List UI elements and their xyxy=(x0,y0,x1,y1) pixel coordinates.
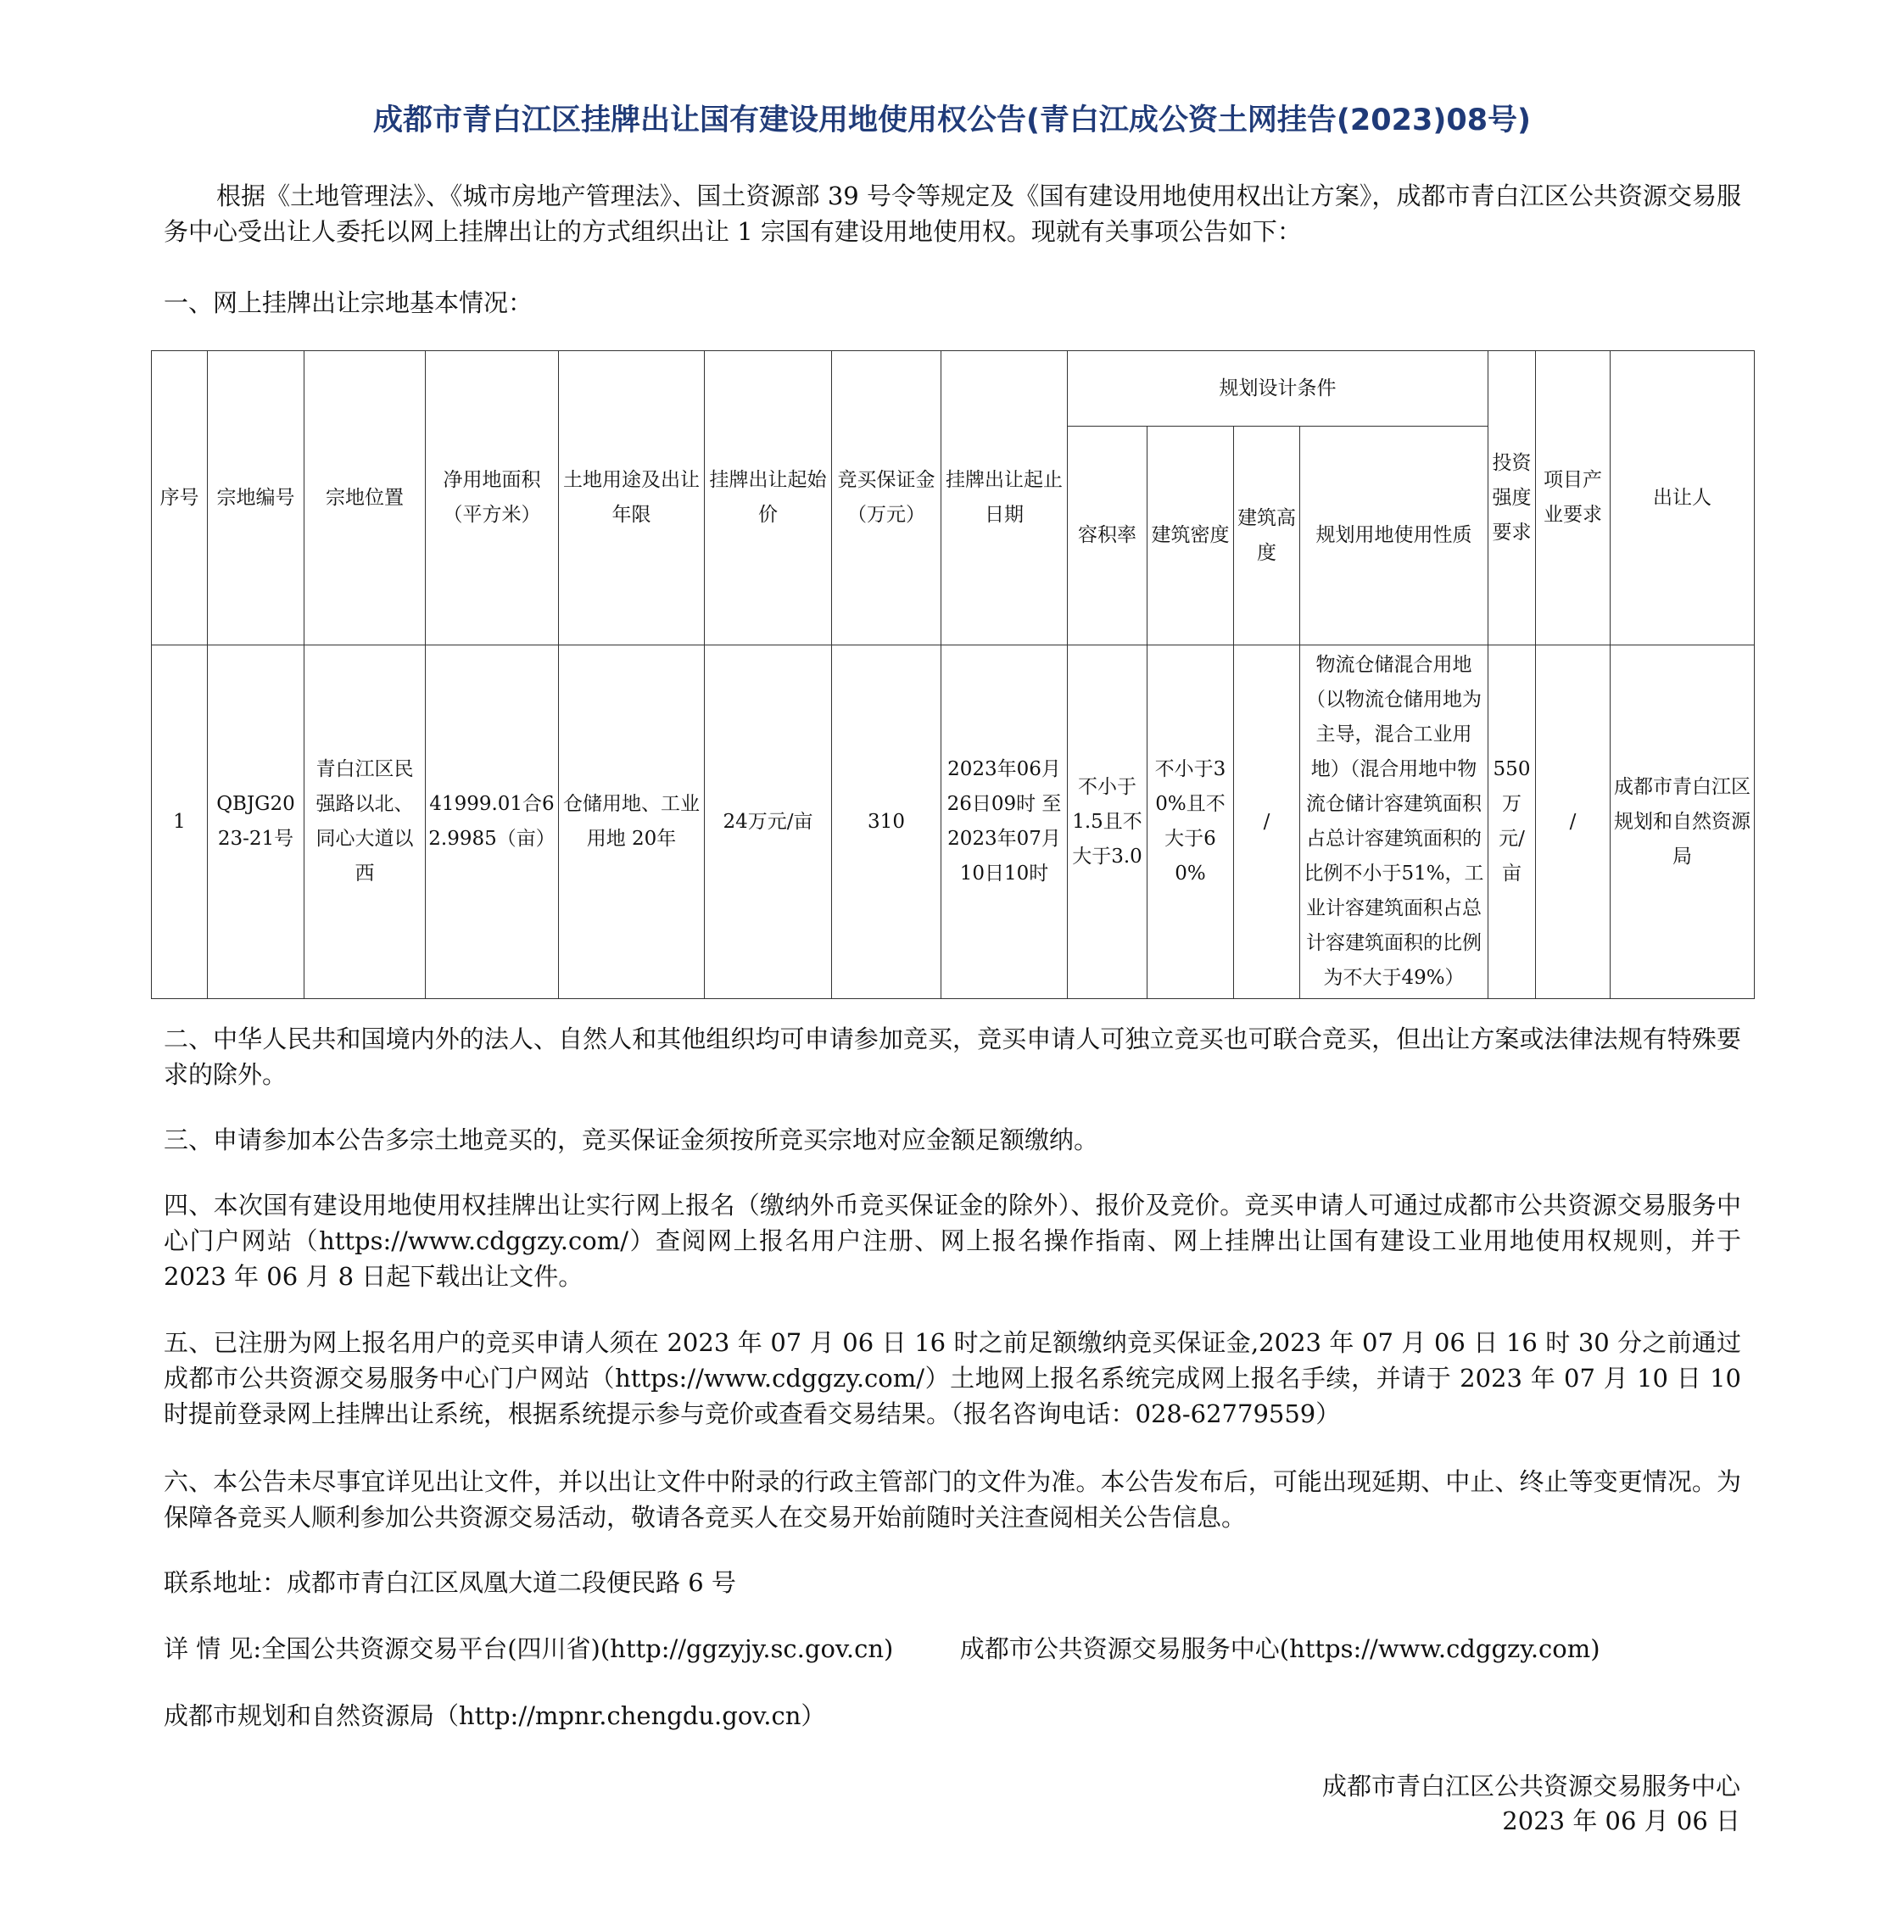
cell-dates: 2023年06月26日09时 至2023年07月10日10时 xyxy=(941,645,1068,999)
cell-seq: 1 xyxy=(152,645,208,999)
intro-paragraph: 根据《土地管理法》、《城市房地产管理法》、国土资源部 39 号令等规定及《国有建设用地使用权出让方案》，成都市青白江区公共资源交易服务中心受出让人委托以网上挂牌出让的方式组织出让 1 宗国有建设用地使用权。现就有关事项公告如下： xyxy=(164,181,1741,246)
header-density: 建筑密度 xyxy=(1147,427,1234,645)
cell-start-price: 24万元/亩 xyxy=(705,645,832,999)
header-parcel-no: 宗地编号 xyxy=(208,351,304,645)
signature-date: 2023 年 06 月 06 日 xyxy=(1502,1806,1740,1835)
header-investment: 投资强度要求 xyxy=(1488,351,1536,645)
contact-address: 联系地址：成都市青白江区凤凰大道二段便民路 6 号 xyxy=(164,1568,736,1597)
details-link-planning-bureau[interactable]: 成都市规划和自然资源局（http://mpnr.chengdu.gov.cn） xyxy=(164,1701,826,1730)
section-1-heading: 一、网上挂牌出让宗地基本情况： xyxy=(164,288,533,317)
section-5-paragraph: 五、已注册为网上报名用户的竞买申请人须在 2023 年 07 月 06 日 16 时之前足额缴纳竞买保证金,2023 年 07 月 06 日 16 时 30 分之前通过成都市公共资源交易服务中心门户网站（https://www.cdggzy.com/）土地网上报名系统完成网上报名手续，并请于 2023 年 07 月 10 日 10 时提前登录网上挂牌出让系统，根据系统提示参与竞价或查看交易结果。（报名咨询电话：028-62779559） xyxy=(164,1328,1741,1428)
header-start-price: 挂牌出让起始价 xyxy=(705,351,832,645)
section-3-paragraph: 三、申请参加本公告多宗土地竞买的，竞买保证金须按所竞买宗地对应金额足额缴纳。 xyxy=(164,1125,1099,1154)
cell-location: 青白江区民强路以北、同心大道以西 xyxy=(304,645,426,999)
cell-parcel-no: QBJG2023-21号 xyxy=(208,645,304,999)
details-link-national[interactable]: 全国公共资源交易平台(四川省)(http://ggzyjy.sc.gov.cn) xyxy=(261,1634,894,1663)
cell-height: / xyxy=(1234,645,1300,999)
header-deposit: 竞买保证金（万元） xyxy=(832,351,941,645)
header-area: 净用地面积（平方米） xyxy=(426,351,559,645)
section-2-paragraph: 二、中华人民共和国境内外的法人、自然人和其他组织均可申请参加竞买，竞买申请人可独立竞买也可联合竞买，但出让方案或法律法规有特殊要求的除外。 xyxy=(164,1025,1741,1089)
details-line xyxy=(164,1631,1741,1667)
section-6-paragraph: 六、本公告未尽事宜详见出让文件，并以出让文件中附录的行政主管部门的文件为准。本公告发布后，可能出现延期、中止、终止等变更情况。为保障各竞买人顺利参加公共资源交易活动，敬请各竞买人在交易开始前随时关注查阅相关公告信息。 xyxy=(164,1467,1741,1532)
header-land-nature: 规划用地使用性质 xyxy=(1300,427,1488,645)
signature-org: 成都市青白江区公共资源交易服务中心 xyxy=(1321,1772,1740,1801)
cell-area: 41999.01合62.9985（亩） xyxy=(426,645,559,999)
page-title: 成都市青白江区挂牌出让国有建设用地使用权公告(青白江成公资土网挂告(2023)08号) xyxy=(372,103,1532,137)
header-dates: 挂牌出让起止日期 xyxy=(941,351,1068,645)
cell-use: 仓储用地、工业用地 20年 xyxy=(559,645,705,999)
table-row xyxy=(152,645,1755,999)
header-location: 宗地位置 xyxy=(304,351,426,645)
land-parcel-table xyxy=(151,350,1755,999)
cell-density: 不小于30%且不大于60% xyxy=(1147,645,1234,999)
header-transferor: 出让人 xyxy=(1611,351,1755,645)
header-use: 土地用途及出让年限 xyxy=(559,351,705,645)
cell-far: 不小于1.5且不大于3.0 xyxy=(1068,645,1147,999)
cell-investment: 550万元/亩 xyxy=(1488,645,1536,999)
cell-transferor: 成都市青白江区规划和自然资源局 xyxy=(1611,645,1755,999)
header-seq: 序号 xyxy=(152,351,208,645)
header-height: 建筑高度 xyxy=(1234,427,1300,645)
header-industry: 项目产业要求 xyxy=(1536,351,1611,645)
details-line-2 xyxy=(164,1698,1741,1734)
section-4-paragraph: 四、本次国有建设用地使用权挂牌出让实行网上报名（缴纳外币竞买保证金的除外）、报价及竞价。竞买申请人可通过成都市公共资源交易服务中心门户网站（https://www.cdggzy.com/）查阅网上报名用户注册、网上报名操作指南、网上挂牌出让国有建设工业用地使用权规则，并于 2023 年 06 月 8 日起下载出让文件。 xyxy=(164,1191,1741,1291)
header-far: 容积率 xyxy=(1068,427,1147,645)
table-header-row-1 xyxy=(152,351,1755,427)
cell-land-nature: 物流仓储混合用地（以物流仓储用地为主导，混合工业用地）（混合用地中物流仓储计容建筑面积占总计容建筑面积的比例不小于51%，工业计容建筑面积占总计容建筑面积的比例为不大于49%） xyxy=(1300,645,1488,999)
details-link-chengdu-center[interactable]: 成都市公共资源交易服务中心(https://www.cdggzy.com) xyxy=(959,1634,1600,1663)
cell-industry: / xyxy=(1536,645,1611,999)
details-label: 详 情 见: xyxy=(164,1634,262,1663)
header-planning: 规划设计条件 xyxy=(1068,351,1488,427)
cell-deposit: 310 xyxy=(832,645,941,999)
